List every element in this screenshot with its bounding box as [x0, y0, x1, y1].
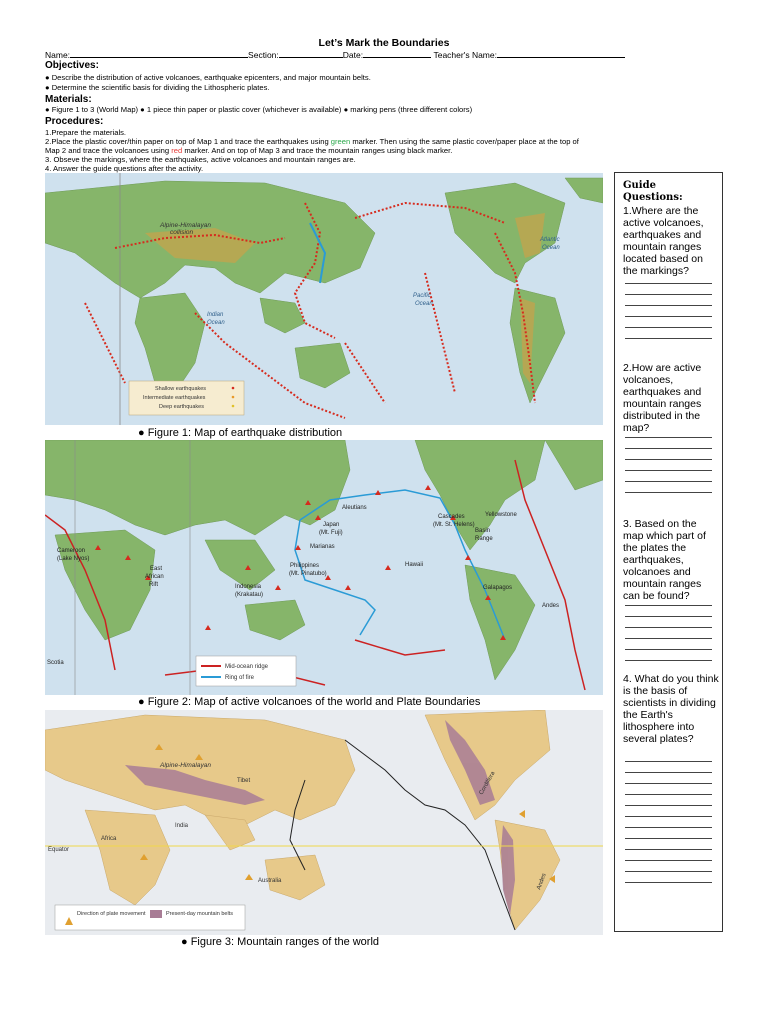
- volcano-map-graphic: [45, 440, 603, 695]
- australia-label: Australia: [258, 878, 282, 884]
- rift-label: Rift: [149, 582, 158, 588]
- pacific-ocean-label: Ocean: [415, 301, 433, 307]
- cascades-label: Cascades: [438, 514, 465, 520]
- date-field[interactable]: [363, 49, 431, 58]
- objective-1: ● Describe the distribution of active volcanoes, earthquake epicenters, and major mountain belts.: [45, 73, 371, 82]
- page-title: Let’s Mark the Boundaries: [318, 37, 450, 49]
- answer-line[interactable]: [625, 649, 712, 650]
- galapagos-label: Galapagos: [483, 585, 513, 591]
- figure-3-caption: ● Figure 3: Mountain ranges of the world: [181, 936, 380, 948]
- tibet-label: Tibet: [237, 778, 251, 784]
- procedure-step-1: 1.Prepare the materials.: [45, 128, 127, 137]
- answer-line[interactable]: [625, 860, 712, 861]
- answer-line[interactable]: [625, 882, 712, 883]
- question-3: 3. Based on the map which part of the plates the earthquakes, volcanoes and mountain ranges can be found?: [623, 518, 706, 602]
- procedures-heading: Procedures:: [45, 116, 104, 127]
- legend-plate-movement: Direction of plate movement: [77, 911, 146, 917]
- yellowstone-label: Yellowstone: [485, 512, 517, 518]
- answer-line[interactable]: [625, 481, 712, 482]
- answer-line[interactable]: [625, 470, 712, 471]
- african-label: African: [145, 574, 164, 580]
- legend-ring-of-fire: Ring of fire: [225, 675, 255, 681]
- aleutians-label: Aleutians: [342, 505, 367, 511]
- answer-line[interactable]: [625, 783, 712, 784]
- indian-ocean-label: Ocean: [207, 320, 225, 326]
- answer-line[interactable]: [625, 805, 712, 806]
- andes-label-3: Andes: [536, 872, 548, 891]
- guide-questions-panel: [614, 172, 723, 932]
- cameroon-label: Cameroon: [57, 548, 86, 554]
- pinatubo-label: (Mt. Pinatubo): [289, 571, 327, 577]
- legend-intermediate: Intermediate earthquakes: [143, 395, 206, 401]
- answer-line[interactable]: [625, 816, 712, 817]
- legend-shallow: Shallow earthquakes: [155, 386, 207, 392]
- answer-line[interactable]: [625, 761, 712, 762]
- answer-line[interactable]: [625, 492, 712, 493]
- answer-line[interactable]: [625, 283, 712, 284]
- figure-1-caption: ● Figure 1: Map of earthquake distribution: [138, 427, 343, 439]
- question-1: 1.Where are the active volcanoes, earthquakes and mountain ranges located based on the markings?: [623, 205, 704, 277]
- guide-title: Guide Questions:: [623, 180, 683, 203]
- earthquake-map-graphic: [45, 173, 603, 425]
- procedure-step-2-cont: Map 2 and trace the volcanoes using red marker. And on top of Map 3 and trace the mountain ranges using black marker.: [45, 146, 453, 155]
- alpine-himalayan-label-3: Alpine-Himalayan: [160, 762, 211, 769]
- volcano-map: [45, 440, 603, 695]
- marianas-label: Marianas: [310, 544, 335, 550]
- atlantic-label: Atlantic: [540, 237, 560, 243]
- japan-label: Japan: [323, 522, 340, 528]
- earthquake-map: [45, 173, 603, 425]
- answer-line[interactable]: [625, 294, 712, 295]
- answer-line[interactable]: [625, 448, 712, 449]
- objective-2: ● Determine the scientific basis for dividing the Lithospheric plates.: [45, 83, 270, 92]
- mountain-map: [45, 710, 603, 935]
- collision-label: collision: [170, 229, 194, 236]
- alpine-himalayan-label: Alpine-Himalayan: [160, 222, 211, 229]
- objectives-heading: Objectives:: [45, 60, 99, 71]
- name-label: Name:: [45, 50, 71, 60]
- earthquake-legend: [129, 381, 244, 415]
- student-info-row: [45, 49, 625, 60]
- answer-line[interactable]: [625, 605, 712, 606]
- philippines-label: Philippines: [290, 563, 320, 569]
- indonesia-label: Indonesia: [235, 584, 262, 590]
- answer-line[interactable]: [625, 305, 712, 306]
- answer-line[interactable]: [625, 459, 712, 460]
- hawaii-label: Hawaii: [405, 562, 424, 568]
- equator-label: Equator: [48, 847, 70, 853]
- section-label: Section:: [248, 50, 279, 60]
- mountain-map-graphic: [45, 710, 603, 935]
- volcano-legend: [196, 656, 296, 686]
- answer-line[interactable]: [625, 338, 712, 339]
- answer-line[interactable]: [625, 849, 712, 850]
- basin-label: Basin: [475, 528, 491, 534]
- answer-line[interactable]: [625, 794, 712, 795]
- question-4: 4. What do you think is the basis of scientists in dividing the Earth's lithosphere into several plates?: [623, 673, 719, 745]
- mountain-legend: [55, 905, 245, 930]
- procedure-step-3: 3. Obseve the markings, where the earthquakes, active volcanoes and mountain ranges are.: [45, 155, 356, 164]
- materials-text: ● Figure 1 to 3 (World Map) ● 1 piece thin paper or plastic cover (whichever is available) ● marking pens (three different colors): [45, 105, 473, 114]
- answer-line[interactable]: [625, 327, 712, 328]
- question-2: 2.How are active volcanoes, earthquakes and mountain ranges distributed in the map?: [623, 362, 702, 434]
- range-label: Range: [475, 536, 493, 542]
- scotia-label: Scotia: [47, 660, 64, 666]
- mt-fuji-label: (Mt. Fuji): [319, 530, 343, 536]
- teacher-label: Teacher's Name:: [433, 50, 497, 60]
- answer-line[interactable]: [625, 316, 712, 317]
- africa-label: Africa: [101, 836, 117, 842]
- east-label: East: [150, 566, 163, 572]
- answer-line[interactable]: [625, 838, 712, 839]
- st-helens-label: (Mt. St. Helens): [433, 522, 475, 528]
- teacher-field[interactable]: [497, 49, 625, 58]
- andes-label: Andes: [542, 603, 560, 609]
- cordillera-label: Cordillera: [478, 770, 497, 796]
- answer-line[interactable]: [625, 827, 712, 828]
- pacific-label: Pacific: [413, 293, 431, 299]
- legend-mountain-belts: Present-day mountain belts: [166, 911, 233, 917]
- answer-line[interactable]: [625, 772, 712, 773]
- procedure-step-2: 2.Place the plastic cover/thin paper on top of Map 1 and trace the earthquakes using green marker. Then using the same plastic cover/paper place at the top of: [45, 137, 579, 146]
- figure-2-caption: ● Figure 2: Map of active volcanoes of the world and Plate Boundaries: [138, 696, 481, 708]
- answer-line[interactable]: [625, 627, 712, 628]
- date-label: Date:: [342, 50, 364, 60]
- procedure-step-4: 4. Answer the guide questions after the activity.: [45, 164, 204, 173]
- india-label: India: [175, 823, 189, 829]
- answer-line[interactable]: [625, 660, 712, 661]
- section-field[interactable]: [279, 49, 343, 58]
- krakatau-label: (Krakatau): [235, 592, 264, 598]
- indian-label: Indian: [207, 312, 224, 318]
- answer-line[interactable]: [625, 616, 712, 617]
- name-field[interactable]: [70, 49, 248, 58]
- atlantic-ocean-label: Ocean: [542, 245, 560, 251]
- answer-line[interactable]: [625, 638, 712, 639]
- lake-nyos-label: (Lake Nyos): [57, 556, 90, 562]
- legend-mid-ocean-ridge: Mid-ocean ridge: [225, 664, 269, 670]
- legend-deep: Deep earthquakes: [159, 404, 204, 410]
- answer-line[interactable]: [625, 871, 712, 872]
- answer-line[interactable]: [625, 437, 712, 438]
- materials-heading: Materials:: [45, 94, 92, 105]
